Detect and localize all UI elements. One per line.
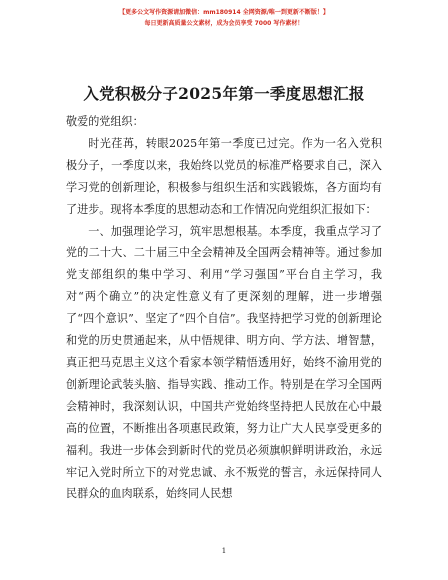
document-body (66, 111, 382, 505)
page-number: 1 (221, 547, 227, 555)
paragraph-theory-study: 一、加强理论学习，筑牢思想根基。本季度，我重点学习了党的二十大、二十届三中全会精神及全国两会精神等。通过参加党支部组织的集中学习、利用“学习强国”平台自主学习，我对“两个确立”的决定性意义有了更深刻的理解，进一步增强了“四个意识”、坚定了“四个自信”。我坚持把学习党的创新理论和党的历史贯通起来，从中悟规律、明方向、学方法、增智慧，真正把马克思主义这个看家本领学精悟透用好，始终不渝用党的创新理论武装头脑、指导实践、推动工作。特别是在学习全国两会精神时，我深刻认识，中国共产党始终坚持把人民放在心中最高的位置，不断推出各项惠民政策，努力让广大人民享受更多的福利。我进一步体会到新时代的党员必须旗帜鲜明讲政治，永远牢记入党时所立下的对党忠诚、永不叛党的誓言，永远保持同人民群众的血肉联系，始终同人民想 (66, 224, 382, 501)
paragraph-intro: 时光荏苒，转眼2025年第一季度已过完。作为一名入党积极分子，一季度以来，我始终以党员的标准严格要求自己，深入学习党的创新理论，积极参与组织生活和实践锻炼，各方面均有了进步。现将本季度的思想动态和工作情况向党组织汇报如下： (66, 136, 382, 216)
document-title: 入党积极分子2025年第一季度思想汇报 (83, 84, 365, 103)
salutation: 敬爱的党组织： (66, 115, 144, 128)
promo-banner-line-1: 【更多公文写作资源请加微信：mm180914 全网资源/唯一到更新不断版！】 (119, 9, 329, 16)
promo-banner-line-2: 每日更新高质量公文素材，成为会员享受 7000 写作素材！ (144, 20, 304, 27)
promo-banner (0, 7, 448, 29)
